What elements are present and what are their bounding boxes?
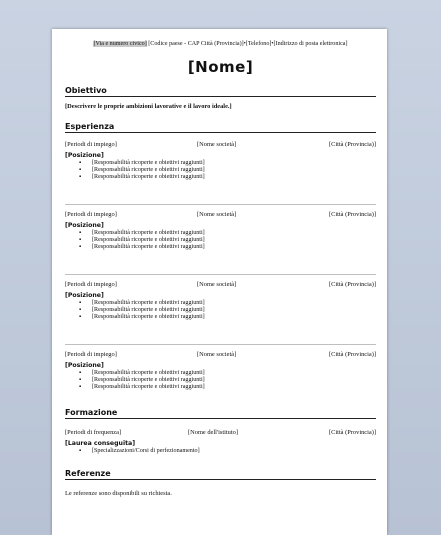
section-title-education: Formazione: [65, 408, 376, 419]
section-title-objective: Obiettivo: [65, 86, 376, 97]
references-text[interactable]: Le referenze sono disponibili su richiesta.: [65, 490, 172, 497]
job-period[interactable]: [Periodi di impiego]: [65, 281, 117, 288]
divider: [65, 204, 376, 205]
job-position[interactable]: [Posizione]: [65, 222, 104, 229]
job-entry: [65, 211, 376, 251]
document-page[interactable]: [52, 29, 387, 535]
job-position[interactable]: [Posizione]: [65, 152, 104, 159]
contact-line: [65, 41, 376, 47]
job-bullets: [65, 300, 376, 321]
education-institute[interactable]: [Nome dell'istituto]: [188, 429, 238, 436]
job-bullets: [65, 230, 376, 251]
job-entry: [65, 351, 376, 391]
job-bullet[interactable]: ▪ [Responsabilità ricoperte e obiettivi raggiunti]: [65, 160, 376, 167]
job-position[interactable]: [Posizione]: [65, 362, 104, 369]
job-period[interactable]: [Periodi di impiego]: [65, 351, 117, 358]
job-entry: [65, 141, 376, 181]
job-entry: [65, 281, 376, 321]
education-period[interactable]: [Periodi di frequenza]: [65, 429, 122, 436]
job-city[interactable]: [Città (Provincia)]: [328, 281, 376, 288]
job-company[interactable]: [Nome società]: [197, 141, 237, 148]
job-city[interactable]: [Città (Provincia)]: [328, 351, 376, 358]
job-bullets: [65, 160, 376, 181]
job-city[interactable]: [Città (Provincia)]: [328, 211, 376, 218]
job-city[interactable]: [Città (Provincia)]: [328, 141, 376, 148]
job-bullet[interactable]: ▪ [Responsabilità ricoperte e obiettivi raggiunti]: [65, 230, 376, 237]
job-bullet[interactable]: ▪ [Responsabilità ricoperte e obiettivi raggiunti]: [65, 174, 376, 181]
job-bullet[interactable]: ▪ [Responsabilità ricoperte e obiettivi raggiunti]: [65, 370, 376, 377]
job-bullets: [65, 370, 376, 391]
education-entry: [65, 429, 376, 455]
job-company[interactable]: [Nome società]: [197, 351, 237, 358]
job-company[interactable]: [Nome società]: [197, 211, 237, 218]
education-bullets: [65, 448, 376, 455]
job-bullet[interactable]: ▪ [Responsabilità ricoperte e obiettivi raggiunti]: [65, 377, 376, 384]
job-bullet[interactable]: ▪ [Responsabilità ricoperte e obiettivi raggiunti]: [65, 244, 376, 251]
section-title-experience: Esperienza: [65, 122, 376, 133]
job-period[interactable]: [Periodi di impiego]: [65, 141, 117, 148]
divider: [65, 344, 376, 345]
resume-name[interactable]: [Nome]: [187, 58, 254, 76]
job-period[interactable]: [Periodi di impiego]: [65, 211, 117, 218]
education-city[interactable]: [Città (Provincia)]: [328, 429, 376, 436]
job-bullet[interactable]: ▪ [Responsabilità ricoperte e obiettivi raggiunti]: [65, 300, 376, 307]
job-bullet[interactable]: ▪ [Responsabilità ricoperte e obiettivi raggiunti]: [65, 237, 376, 244]
job-bullet[interactable]: ▪ [Responsabilità ricoperte e obiettivi raggiunti]: [65, 167, 376, 174]
job-bullet[interactable]: ▪ [Responsabilità ricoperte e obiettivi raggiunti]: [65, 384, 376, 391]
objective-text[interactable]: [Descrivere le proprie ambizioni lavorative e il lavoro ideale.]: [65, 103, 232, 110]
section-title-references: Referenze: [65, 469, 376, 480]
job-position[interactable]: [Posizione]: [65, 292, 104, 299]
job-bullet[interactable]: ▪ [Responsabilità ricoperte e obiettivi raggiunti]: [65, 314, 376, 321]
address-field[interactable]: [Via e numero civico]: [93, 41, 147, 47]
education-bullet[interactable]: ▪ [Specializzazioni/Corsi di perfezionamento]: [65, 448, 376, 455]
contact-details[interactable]: [Codice paese - CAP Città (Provincia)]•[Telefono]•[Indirizzo di posta elettronica]: [148, 41, 348, 47]
job-bullet[interactable]: ▪ [Responsabilità ricoperte e obiettivi raggiunti]: [65, 307, 376, 314]
divider: [65, 274, 376, 275]
job-company[interactable]: [Nome società]: [197, 281, 237, 288]
education-degree[interactable]: [Laurea conseguita]: [65, 440, 136, 447]
